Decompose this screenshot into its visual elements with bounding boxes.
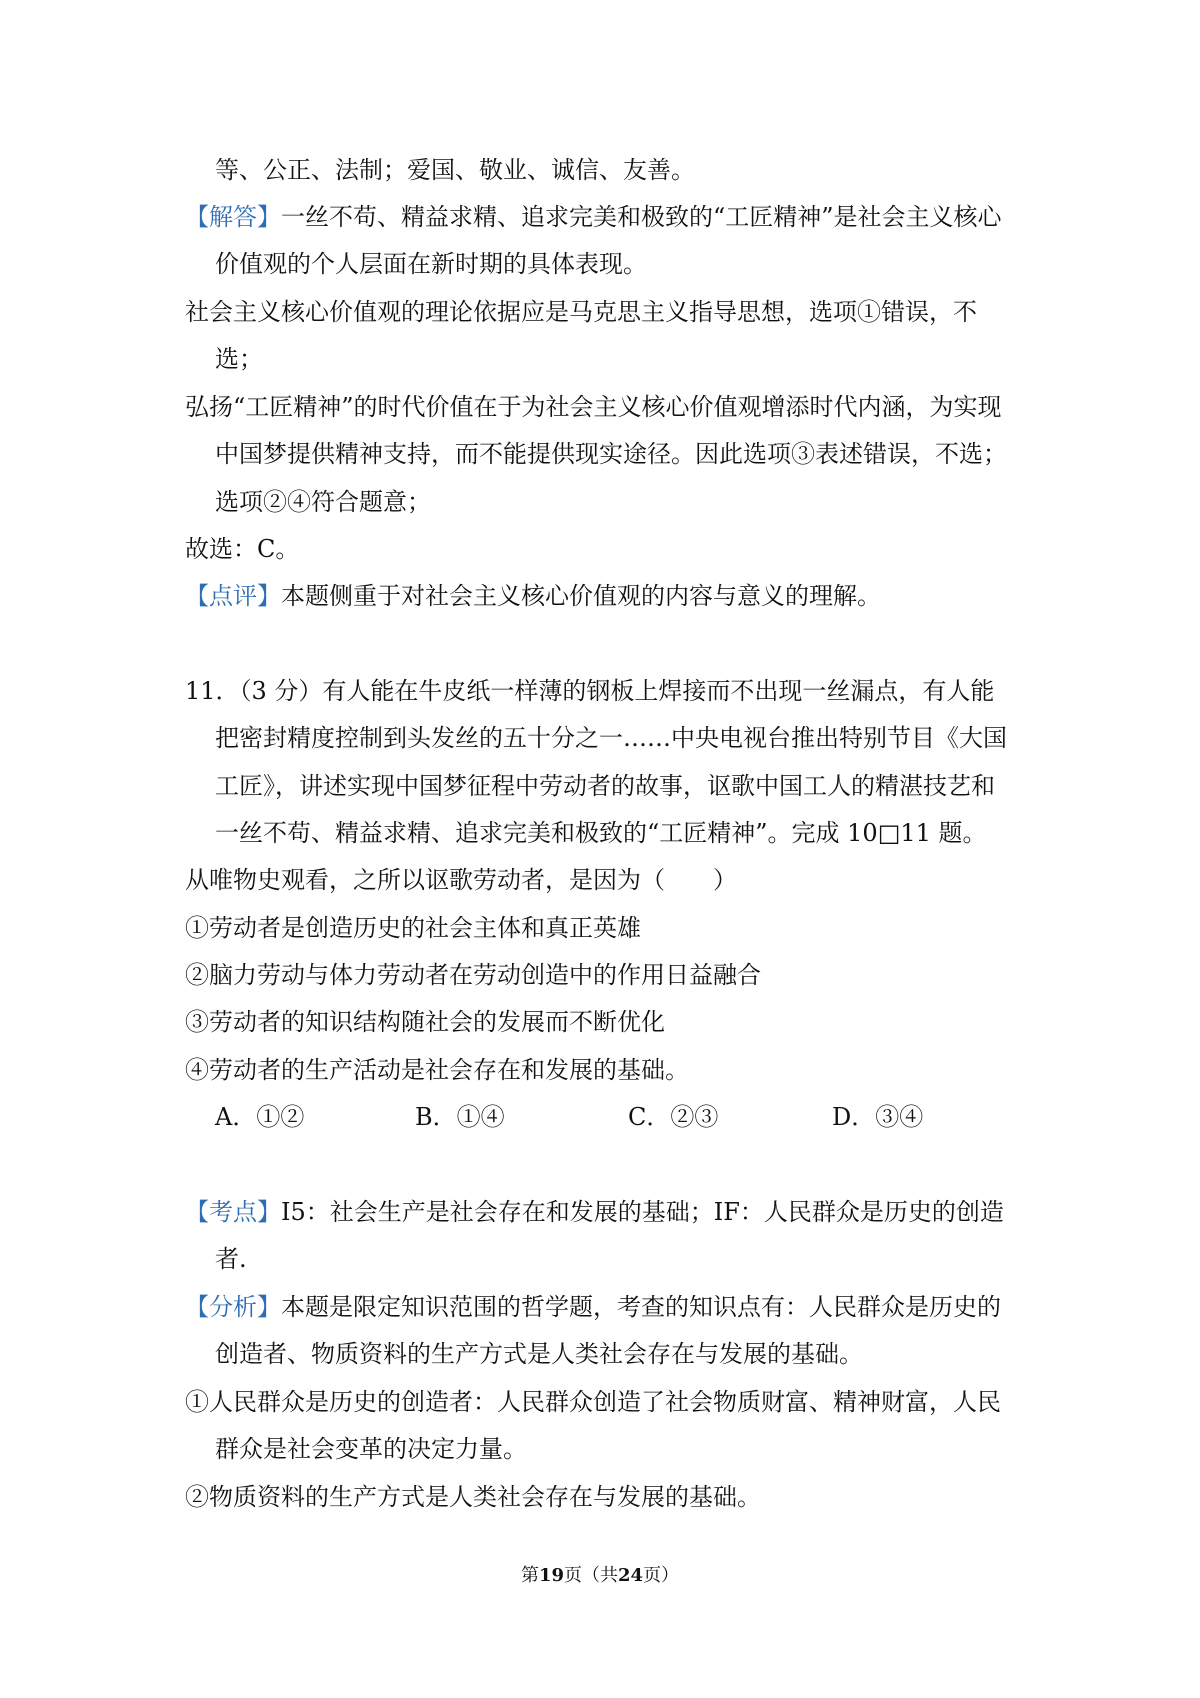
text-line: 者.: [215, 1245, 247, 1273]
text-line: 群众是社会变革的决定力量。: [215, 1435, 527, 1463]
page-number: 19: [538, 1565, 564, 1586]
point-line: 【考点】I5：社会生产是社会存在和发展的基础；IF：人民群众是历史的创造: [185, 1198, 1004, 1226]
statement-1: ①劳动者是创造历史的社会主体和真正英雄: [185, 914, 641, 942]
point-tag: 【考点】: [185, 1198, 281, 1226]
question-stem: 从唯物史观看，之所以讴歌劳动者，是因为（ ）: [185, 866, 737, 894]
text-line: 选；: [215, 345, 263, 373]
answer-tag: 【解答】: [185, 203, 281, 231]
answer-line: 【解答】一丝不苟、精益求精、追求完美和极致的“工匠精神”是社会主义核心: [185, 203, 1002, 231]
statement-4: ④劳动者的生产活动是社会存在和发展的基础。: [185, 1056, 689, 1084]
text-line: 价值观的个人层面在新时期的具体表现。: [215, 250, 647, 278]
text-line: 弘扬“工匠精神”的时代价值在于为社会主义核心价值观增添时代内涵，为实现: [185, 393, 1002, 421]
text-line: 故选：C。: [185, 535, 300, 563]
option-b: B．①④: [415, 1103, 505, 1131]
option-c: C．②③: [628, 1103, 719, 1131]
analysis-line: 【分析】本题是限定知识范围的哲学题，考查的知识点有：人民群众是历史的: [185, 1293, 1001, 1321]
question-line: 把密封精度控制到头发丝的五十分之一……中央电视台推出特别节目《大国: [215, 724, 1007, 752]
option-d: D．③④: [832, 1103, 924, 1131]
review-tag: 【点评】: [185, 582, 281, 610]
question-line: 11．（3 分）有人能在牛皮纸一样薄的钢板上焊接而不出现一丝漏点，有人能: [185, 677, 995, 705]
text-line: 选项②④符合题意；: [215, 488, 431, 516]
text-line: 创造者、物质资料的生产方式是人类社会存在与发展的基础。: [215, 1340, 863, 1368]
option-a: A．①②: [215, 1103, 305, 1131]
analysis-tag: 【分析】: [185, 1293, 281, 1321]
text-line: ①人民群众是历史的创造者：人民群众创造了社会物质财富、精神财富，人民: [185, 1388, 1001, 1416]
page-total: 24: [618, 1565, 644, 1586]
statement-2: ②脑力劳动与体力劳动者在劳动创造中的作用日益融合: [185, 961, 761, 989]
question-line: 一丝不苟、精益求精、追求完美和极致的“工匠精神”。完成 10□11 题。: [215, 819, 987, 847]
question-line: 工匠》，讲述实现中国梦征程中劳动者的故事，讴歌中国工人的精湛技艺和: [215, 772, 995, 800]
page-footer: 第19页（共24页）: [520, 1565, 680, 1586]
statement-3: ③劳动者的知识结构随社会的发展而不断优化: [185, 1008, 665, 1036]
text-line: ②物质资料的生产方式是人类社会存在与发展的基础。: [185, 1483, 761, 1511]
text-line: 等、公正、法制；爱国、敬业、诚信、友善。: [215, 156, 695, 184]
text-line: 社会主义核心价值观的理论依据应是马克思主义指导思想，选项①错误，不: [185, 298, 977, 326]
review-line: 【点评】本题侧重于对社会主义核心价值观的内容与意义的理解。: [185, 582, 881, 610]
text-line: 中国梦提供精神支持，而不能提供现实途径。因此选项③表述错误，不选；: [215, 440, 1007, 468]
